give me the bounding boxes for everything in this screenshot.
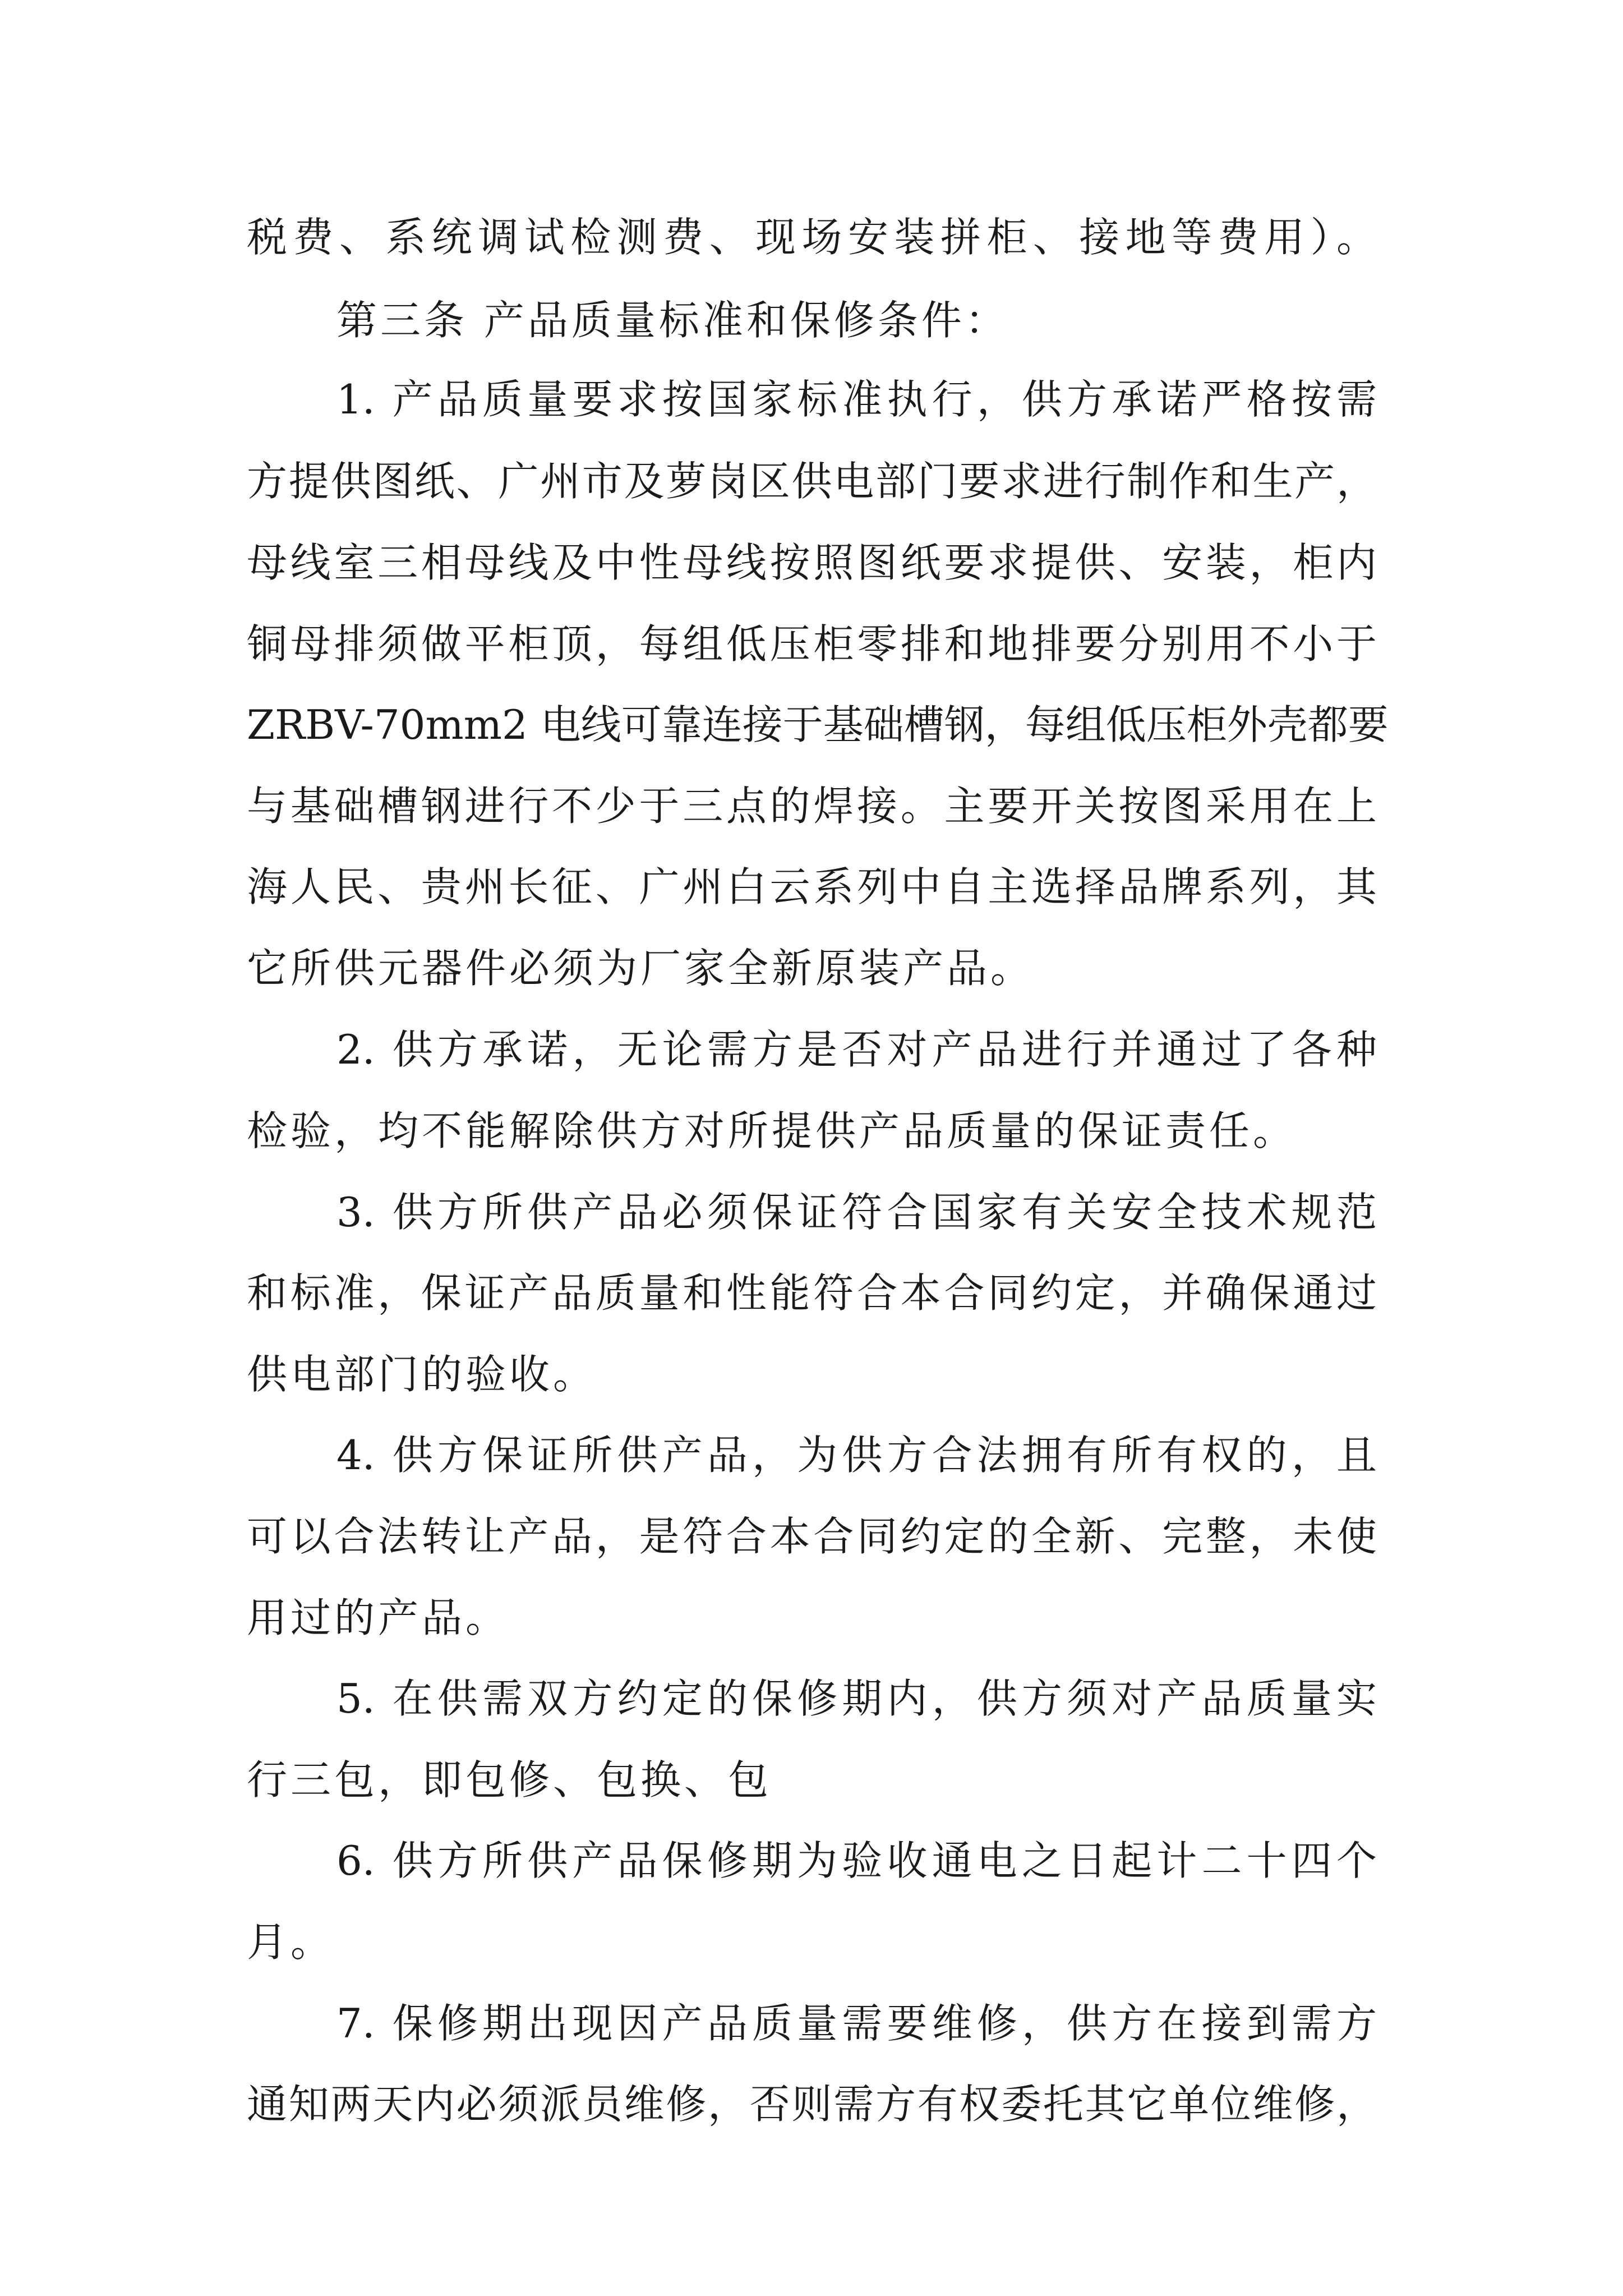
text-line: 月。 <box>247 1918 335 1966</box>
text-line: 行三包，即包修、包换、包 <box>247 1756 772 1803</box>
text-line: 7. 保修期出现因产品质量需要维修，供方在接到需方 <box>336 2000 1377 2047</box>
text-line: 供电部门的验收。 <box>247 1351 597 1398</box>
section-heading: 第三条 产品质量标准和保修条件： <box>336 297 1009 344</box>
text-line: 2. 供方承诺，无论需方是否对产品进行并通过了各种 <box>336 1026 1377 1073</box>
text-line: 4. 供方保证所供产品，为供方合法拥有所有权的，且 <box>336 1432 1377 1479</box>
text-line: 海人民、贵州长征、广州白云系列中自主选择品牌系列，其 <box>247 863 1377 910</box>
text-line: 5. 在供需双方约定的保修期内，供方须对产品质量实 <box>336 1675 1377 1722</box>
text-line: 它所供元器件必须为厂家全新原装产品。 <box>247 945 1035 992</box>
text-line: 母线室三相母线及中性母线按照图纸要求提供、安装，柜内 <box>247 539 1377 586</box>
text-line: ZRBV-70mm2 电线可靠连接于基础槽钢，每组低压柜外壳都要 <box>247 701 1389 748</box>
text-line: 通知两天内必须派员维修，否则需方有权委托其它单位维修， <box>247 2081 1377 2128</box>
text-line: 检验，均不能解除供方对所提供产品质量的保证责任。 <box>247 1107 1297 1154</box>
text-line: 税费、系统调试检测费、现场安装拼柜、接地等费用）。 <box>247 214 1377 261</box>
text-line: 与基础槽钢进行不少于三点的焊接。主要开关按图采用在上 <box>247 783 1377 830</box>
text-line: 3. 供方所供产品必须保证符合国家有关安全技术规范 <box>336 1189 1377 1236</box>
text-line: 6. 供方所供产品保修期为验收通电之日起计二十四个 <box>336 1837 1377 1884</box>
text-line: 和标准，保证产品质量和性能符合本合同约定，并确保通过 <box>247 1269 1377 1317</box>
text-line: 铜母排须做平柜顶，每组低压柜零排和地排要分别用不小于 <box>247 620 1377 668</box>
text-line: 方提供图纸、广州市及萝岗区供电部门要求进行制作和生产， <box>247 458 1377 505</box>
text-line: 可以合法转让产品，是符合本合同约定的全新、完整，未使 <box>247 1513 1377 1560</box>
text-line: 用过的产品。 <box>247 1594 510 1641</box>
text-line: 1. 产品质量要求按国家标准执行，供方承诺严格按需 <box>336 376 1377 423</box>
